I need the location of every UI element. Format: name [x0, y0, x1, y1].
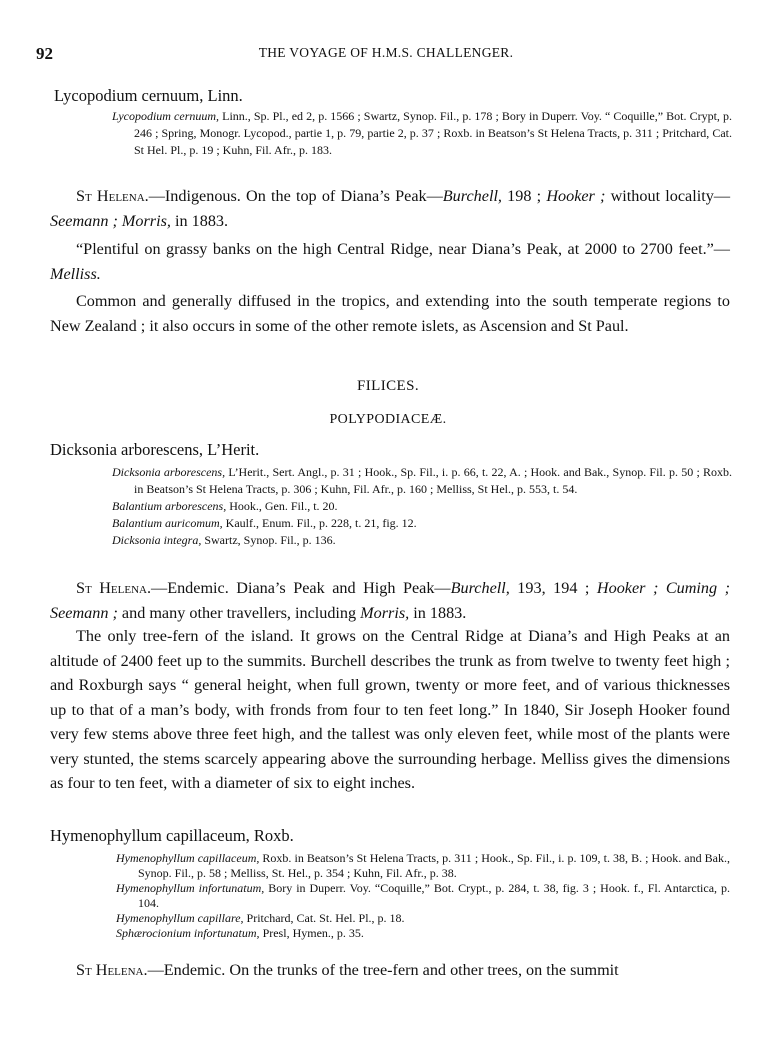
synonym-refs: Linn., Sp. Pl., ed 2, p. 1566 ; Swartz, Synop. Fil., p. 178 ; Bory in Duperr. Voy. “ Coquille,” Bot. Crypt, p. 246 ; Spring, Monogr. Lycopod., partie 1, p. 79, partie 2, p. 37 ; Roxb. in Beatson’s St Helena Tracts, p. 311 ; Pritchard, Cat. St Hel. Pl., p. 19 ; Kuhn, Fil. Afr., p. 183. — [134, 109, 732, 157]
page-number: 92 — [36, 44, 53, 63]
synonym-entry: Dicksonia integra, Swartz, Synop. Fil., p. 136. — [112, 533, 336, 547]
synonymy-hymenophyllum — [116, 851, 730, 941]
synonym-entry: Balantium arborescens, Hook., Gen. Fil., t. 20. — [112, 499, 338, 513]
running-title: THE VOYAGE OF H.M.S. CHALLENGER. — [258, 45, 514, 60]
page-header — [36, 44, 736, 64]
synonym-entry: Hymenophyllum infortunatum, Bory in Duperr. Voy. “Coquille,” Bot. Crypt., p. 284, t. 38, fig. 3 ; Hook. f., Fl. Antarctica, p. 104. — [116, 881, 730, 910]
synonym-entry: Dicksonia arborescens, L’Herit., Sert. Angl., p. 31 ; Hook., Sp. Fil., i. p. 66, t. 22, A. ; Hook. and Bak., Synop. Fil. p. 50 ; Roxb. in Beatson’s St Helena Tracts, p. 306 ; Kuhn, Fil. Afr., p. 160 ; Melliss, St Hel., p. 553, t. 54. — [112, 465, 733, 496]
paragraph-lycopodium-distribution: Common and generally diffused in the tropics, and extending into the south temperate regions to New Zealand ; it also occurs in some of the other remote islets, as Ascension and St Paul. — [50, 292, 730, 335]
paragraph-lycopodium-locality: St Helena.—Indigenous. On the top of Diana’s Peak—Burchell, 198 ; Hooker ; without locality—Seemann ; Morris, in 1883. — [50, 187, 731, 230]
synonymy-dicksonia — [112, 464, 732, 549]
synonym-entry: Hymenophyllum capillaceum, Roxb. in Beatson’s St Helena Tracts, p. 311 ; Hook., Sp. Fil., i. p. 109, t. 38, B. ; Hook. and Bak., Synop. Fil., p. 58 ; Melliss, St. Hel., p. 354 ; Kuhn, Fil. Afr., p. 38. — [116, 851, 730, 880]
species-heading-hymenophyllum: Hymenophyllum capillaceum, Roxb. — [50, 826, 294, 845]
synonym-entry — [112, 108, 732, 159]
locality-label: St Helena. — [76, 961, 148, 979]
family-heading: POLYPODIACEÆ. — [329, 412, 447, 427]
paragraph-lycopodium-quote: “Plentiful on grassy banks on the high Central Ridge, near Diana’s Peak, at 2000 to 2700 feet.”—Melliss. — [50, 240, 730, 283]
locality-label: St Helena. — [76, 579, 152, 597]
synonym-entry: Balantium auricomum, Kaulf., Enum. Fil., p. 228, t. 21, fig. 12. — [112, 516, 417, 530]
synonym-entry: Hymenophyllum capillare, Pritchard, Cat. St. Hel. Pl., p. 18. — [116, 911, 405, 925]
paragraph-dicksonia-locality: St Helena.—Endemic. Diana’s Peak and High Peak—Burchell, 193, 194 ; Hooker ; Cuming ; Seemann ; and many other travellers, including Morris, in 1883. — [50, 579, 730, 622]
species-heading-dicksonia: Dicksonia arborescens, L’Herit. — [50, 440, 260, 459]
species-heading-lycopodium: Lycopodium cernuum, Linn. — [54, 86, 243, 105]
synonym-name: Lycopodium cernuum, — [112, 109, 220, 123]
synonym-entry: Sphærocionium infortunatum, Presl, Hymen., p. 35. — [116, 926, 364, 940]
paragraph-dicksonia-description: The only tree-fern of the island. It grows on the Central Ridge at Diana’s and High Peaks at an altitude of 2400 feet up to the summits. Burchell describes the trunk as from twelve to twenty feet high ; and Roxburgh says “ general height, when full grown, twenty or more feet, and of various thicknesses up to that of a man’s body, with fronds from four to ten feet long.” In 1840, Sir Joseph Hooker found very few stems above three feet high, and the tallest was only eleven feet, while most of the plants were very stunted, the stems scarcely appearing above the surrounding herbage. Melliss gives the dimensions as four to ten feet, with a diameter of six to eight inches. — [50, 627, 730, 792]
paragraph-hymenophyllum-locality: St Helena.—Endemic. On the trunks of the tree-fern and other trees, on the summit — [76, 961, 619, 979]
locality-label: St Helena. — [76, 187, 149, 205]
order-heading: FILICES. — [357, 378, 419, 394]
synonymy-lycopodium — [112, 108, 732, 159]
